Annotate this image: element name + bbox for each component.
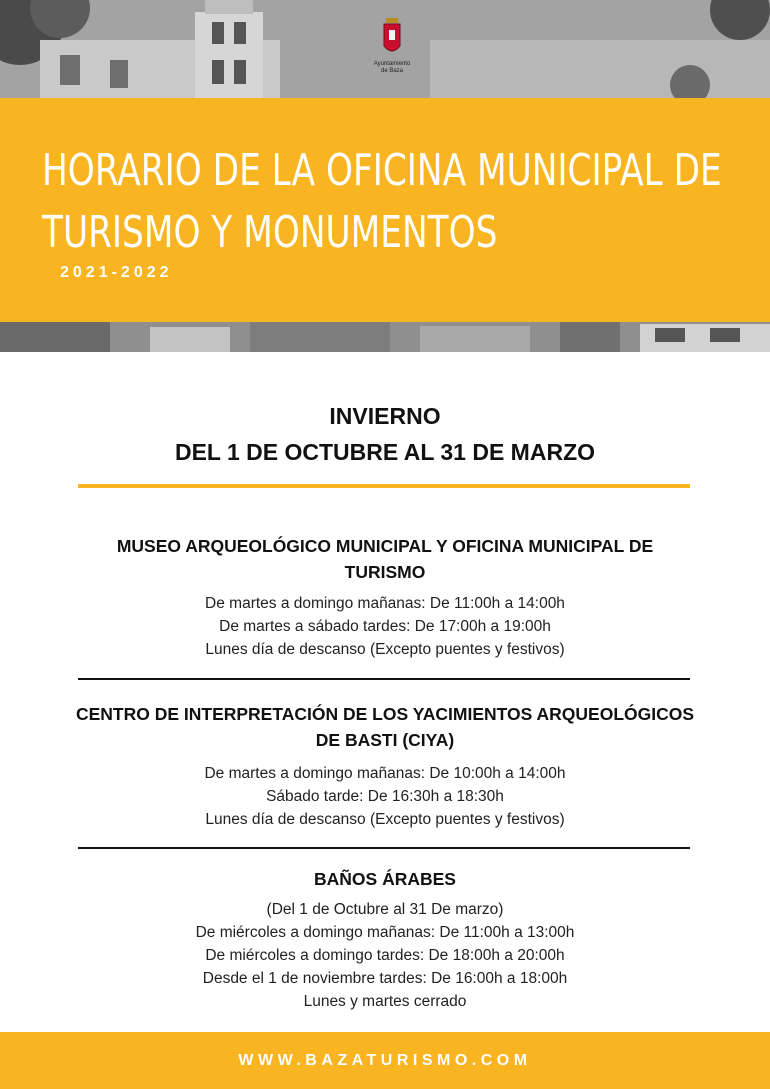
section-divider [78, 847, 690, 849]
municipal-crest-logo [362, 16, 422, 80]
schedule-line: De martes a domingo mañanas: De 10:00h a 14:00h [204, 765, 566, 782]
page-title-line-1: HORARIO DE LA OFICINA MUNICIPAL DE [42, 145, 722, 196]
header-photo [0, 0, 770, 98]
street-photo [0, 322, 770, 352]
title-banner [0, 98, 770, 322]
section-title [0, 533, 770, 585]
page-title-line-2: TURISMO Y MONUMENTOS [42, 207, 498, 258]
season-name: INVIERNO [329, 403, 441, 429]
season-heading [0, 398, 770, 470]
section-title-line-1: MUSEO ARQUEOLÓGICO MUNICIPAL Y OFICINA MUNICIPAL DE [116, 536, 654, 556]
schedule-line: Desde el 1 de noviembre tardes: De 16:00h a 18:00h [202, 970, 568, 987]
schedule-line: Sábado tarde: De 16:30h a 18:30h [266, 788, 504, 805]
section-title [0, 701, 770, 753]
schedule-line: De miércoles a domingo mañanas: De 11:00h a 13:00h [195, 924, 575, 941]
schedule-line: De martes a sábado tardes: De 17:00h a 19:00h [219, 618, 551, 635]
section-ciya [0, 701, 770, 831]
crest-shield-icon [362, 16, 422, 60]
section-divider [78, 678, 690, 680]
section-title-line-2: DE BASTI (CIYA) [315, 730, 455, 750]
schedule-line: Lunes día de descanso (Excepto puentes y festivos) [205, 641, 565, 658]
section-title-line-2: TURISMO [344, 562, 426, 582]
season-range: DEL 1 DE OCTUBRE AL 31 DE MARZO [174, 439, 596, 465]
schedule-line: Lunes día de descanso (Excepto puentes y festivos) [205, 811, 565, 828]
section-title-line-1: CENTRO DE INTERPRETACIÓN DE LOS YACIMIENTOS ARQUEOLÓGICOS [75, 704, 695, 724]
footer-bar [0, 1032, 770, 1089]
section-title [0, 866, 770, 892]
website-link[interactable]: WWW.BAZATURISMO.COM [238, 1052, 532, 1069]
page-title [42, 140, 722, 264]
schedule-line: De miércoles a domingo tardes: De 18:00h a 20:00h [205, 947, 565, 964]
schedule-line: De martes a domingo mañanas: De 11:00h a 14:00h [205, 595, 565, 612]
section-banos-arabes [0, 866, 770, 1013]
crest-label [362, 61, 422, 75]
schedule-line: (Del 1 de Octubre al 31 De marzo) [266, 901, 504, 918]
section-title-line-1: BAÑOS ÁRABES [314, 869, 456, 889]
header-photo-bottom [0, 322, 770, 352]
schedule-line: Lunes y martes cerrado [303, 993, 467, 1010]
crest-label-line-1: Ayuntamiento [373, 61, 411, 67]
section-museo [0, 533, 770, 661]
years-label: 2021-2022 [60, 264, 173, 281]
crest-label-line-2: de Baza [380, 68, 404, 74]
season-divider [78, 484, 690, 488]
